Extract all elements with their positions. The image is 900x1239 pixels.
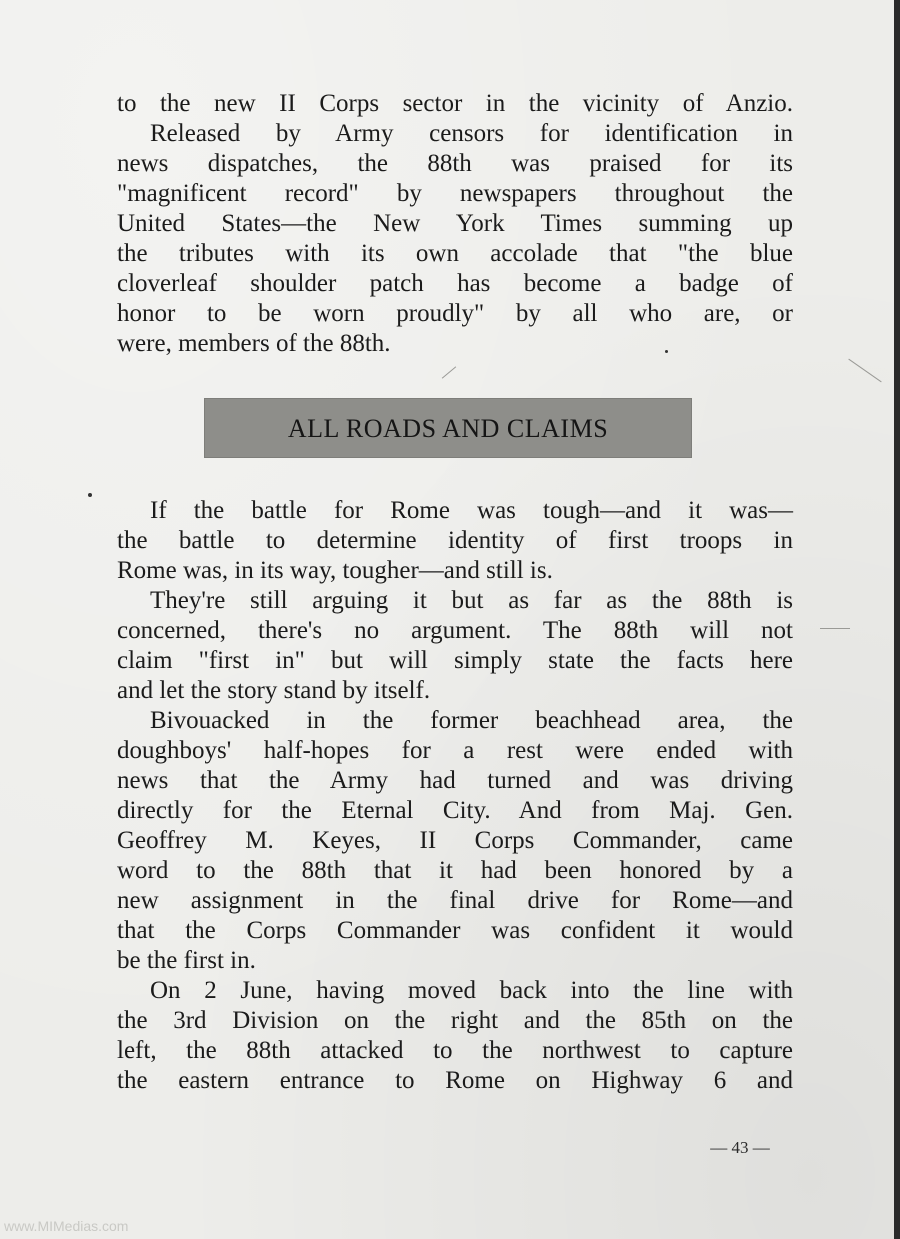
text-line: new assignment in the final drive for Rome—and — [117, 887, 793, 914]
text-line: the tributes with its own accolade that "the blue — [117, 240, 793, 267]
paper-scratch — [442, 366, 456, 378]
text-line: United States—the New York Times summing up — [117, 210, 793, 237]
text-line: were, members of the 88th. — [117, 330, 391, 357]
section-heading-box — [204, 398, 692, 458]
text-line: left, the 88th attacked to the northwest to capture — [117, 1037, 793, 1064]
text-line: honor to be worn proudly" by all who are, or — [117, 300, 793, 327]
text-line: doughboys' half-hopes for a rest were ended with — [117, 737, 793, 764]
text-line: Rome was, in its way, tougher—and still is. — [117, 557, 553, 584]
text-line: to the new II Corps sector in the vicinity of Anzio. — [117, 90, 793, 117]
paragraph-top — [117, 89, 793, 359]
paper-scratch — [848, 359, 881, 383]
text-line: the battle to determine identity of first troops in — [117, 527, 793, 554]
page-edge — [894, 0, 900, 1239]
text-line: On 2 June, having moved back into the line with — [150, 977, 793, 1004]
page-number: — 43 — — [710, 1138, 770, 1157]
text-line: If the battle for Rome was tough—and it was— — [150, 497, 793, 524]
text-line: Geoffrey M. Keyes, II Corps Commander, came — [117, 827, 793, 854]
paper-scratch — [820, 628, 850, 629]
text-line: be the first in. — [117, 947, 256, 974]
text-line: Bivouacked in the former beachhead area, the — [150, 707, 793, 734]
text-line: the 3rd Division on the right and the 85th on the — [117, 1007, 793, 1034]
text-line: word to the 88th that it had been honored by a — [117, 857, 793, 884]
text-line: news that the Army had turned and was driving — [117, 767, 793, 794]
text-line: directly for the Eternal City. And from Maj. Gen. — [117, 797, 793, 824]
text-line: the eastern entrance to Rome on Highway 6 and — [117, 1067, 793, 1094]
text-line: concerned, there's no argument. The 88th will not — [117, 617, 793, 644]
text-line: "magnificent record" by newspapers throughout the — [117, 180, 793, 207]
ink-speck — [665, 350, 668, 353]
text-line: claim "first in" but will simply state the facts here — [117, 647, 793, 674]
text-line: news dispatches, the 88th was praised for its — [117, 150, 793, 177]
section-heading: ALL ROADS AND CLAIMS — [287, 414, 609, 443]
ink-speck — [88, 493, 92, 497]
text-line: that the Corps Commander was confident it would — [117, 917, 793, 944]
paragraph-bottom — [117, 496, 793, 1096]
text-line: cloverleaf shoulder patch has become a badge of — [117, 270, 793, 297]
text-line: Released by Army censors for identification in — [150, 120, 793, 147]
text-line: and let the story stand by itself. — [117, 677, 431, 704]
text-line: They're still arguing it but as far as the 88th is — [150, 587, 793, 614]
watermark: www.MIMedias.com — [4, 1218, 129, 1234]
